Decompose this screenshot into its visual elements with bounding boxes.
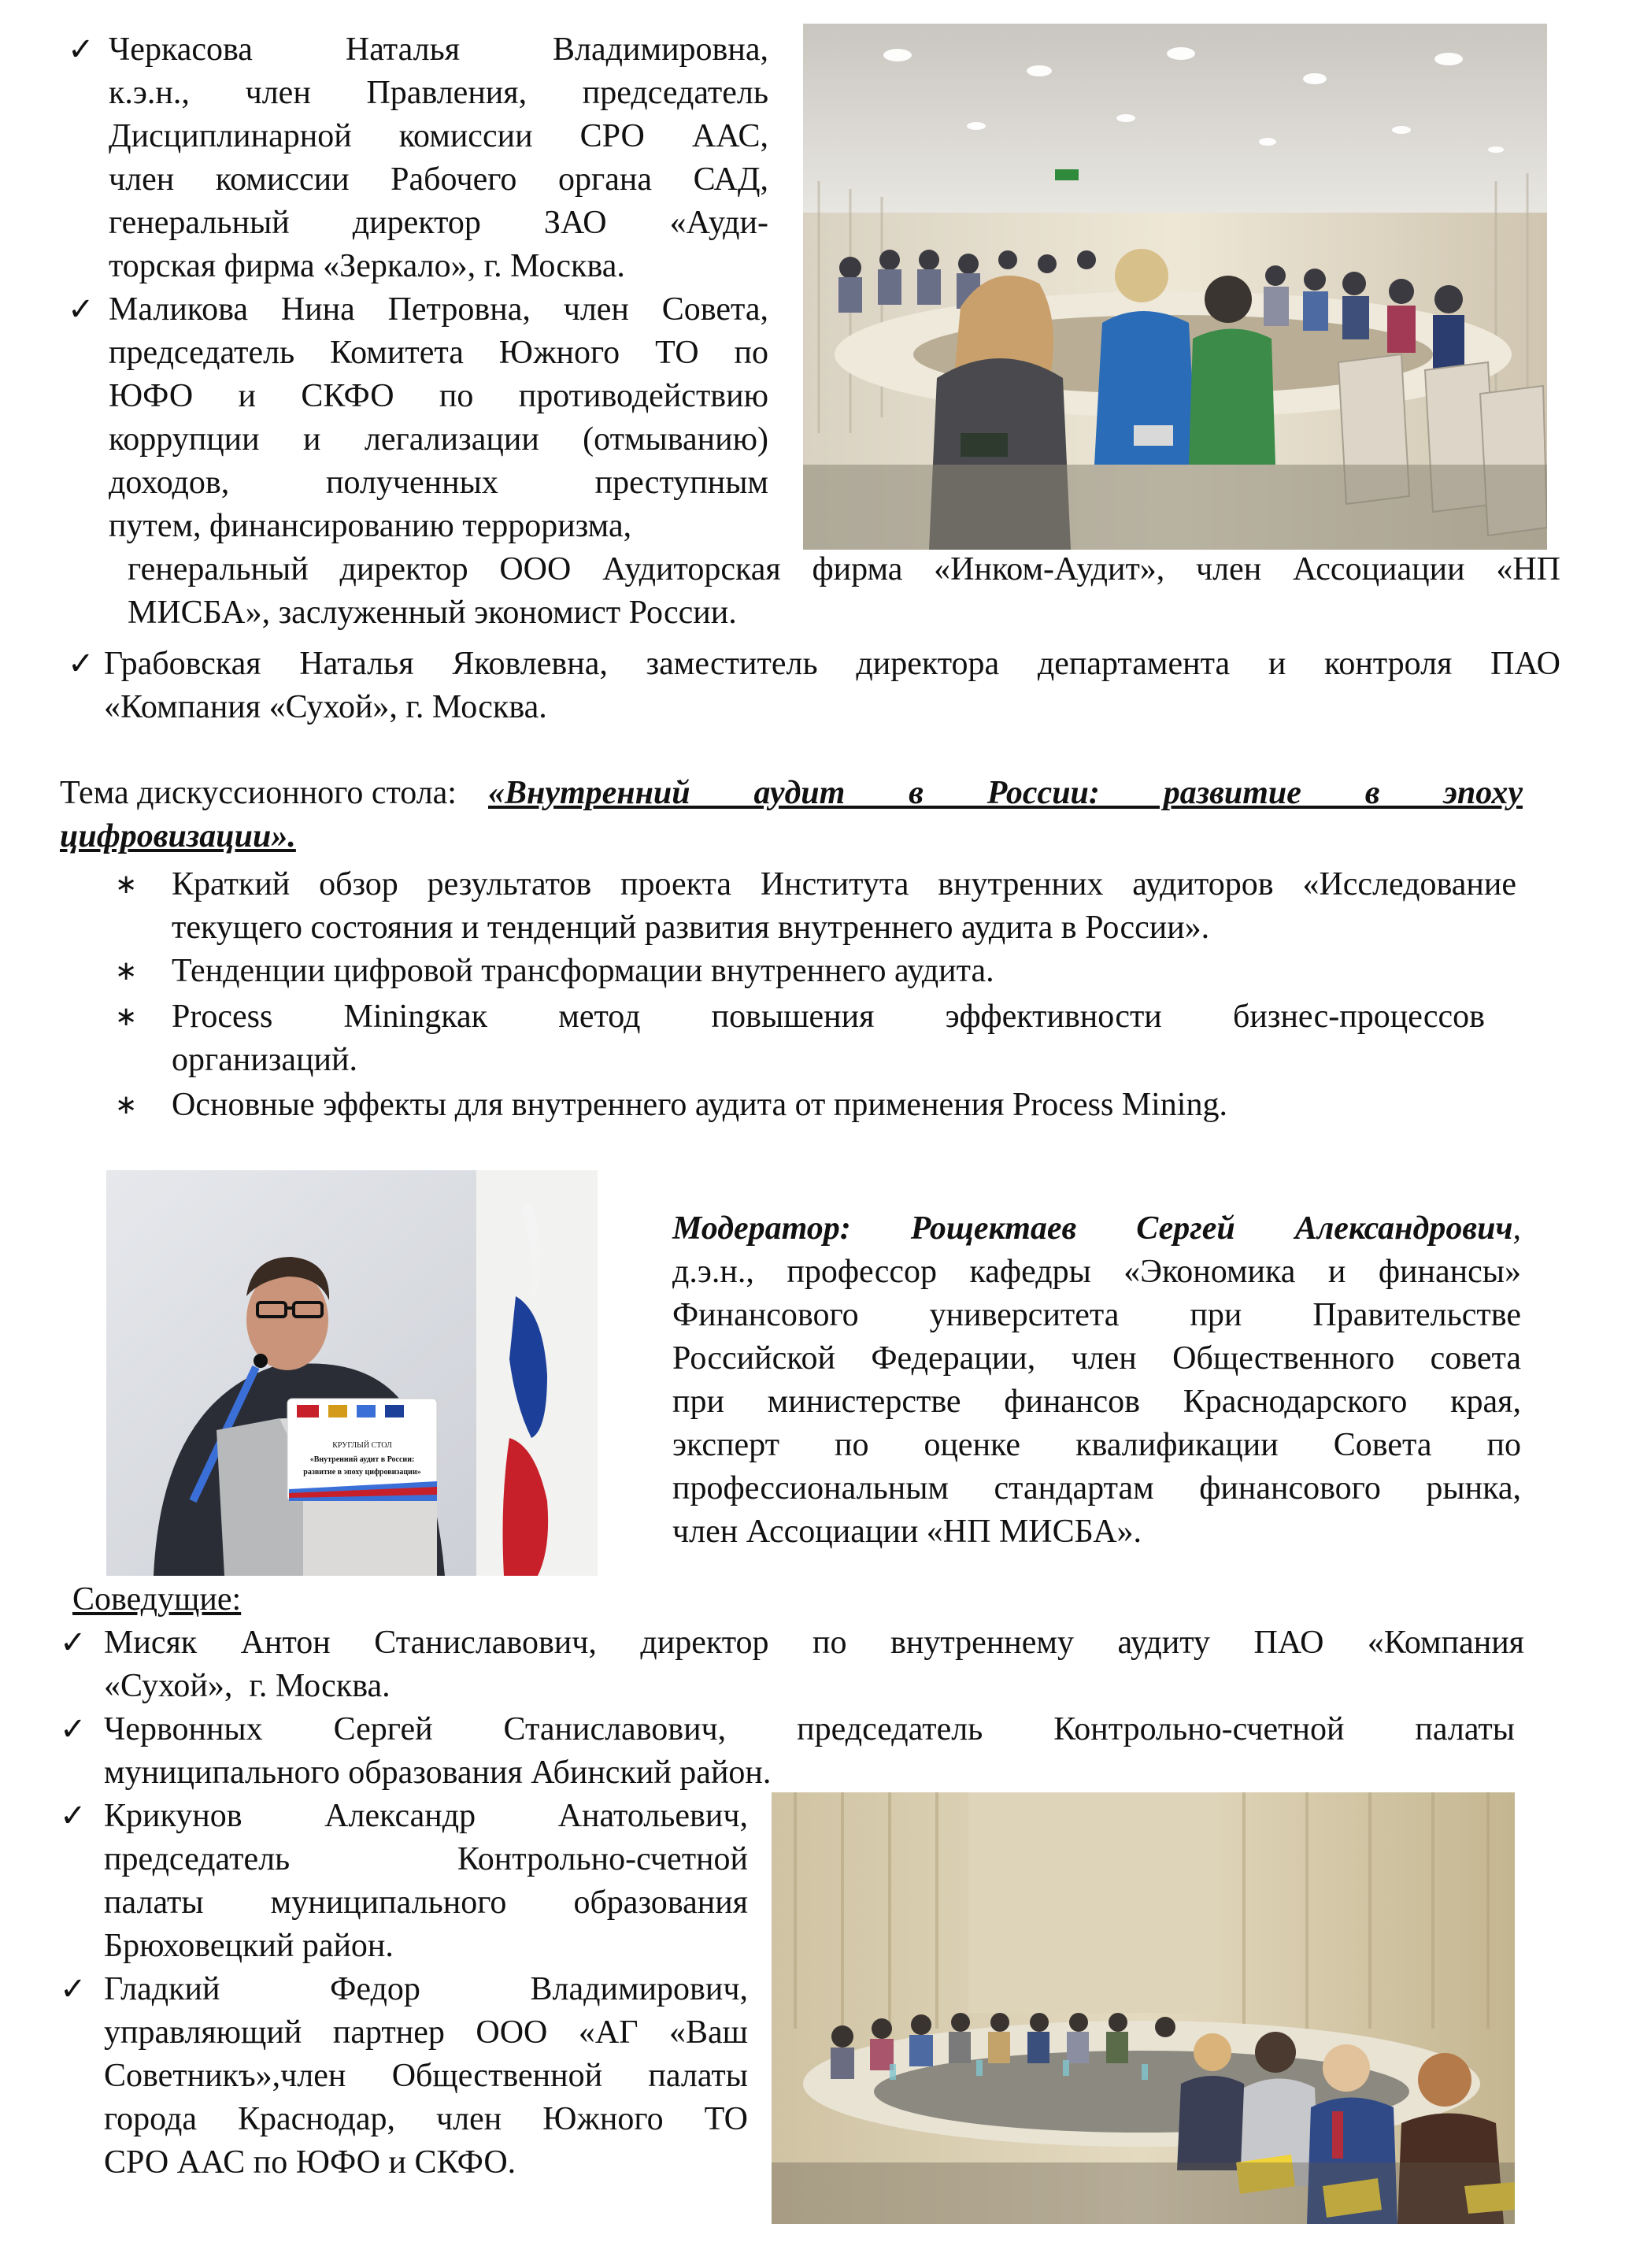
text-line: коррупции и легализации (отмыванию) — [109, 421, 768, 458]
podium-sign-line1: КРУГЛЫЙ СТОЛ — [332, 1441, 392, 1450]
text-line: Червонных Сергей Станиславович, председатель Контрольно-счетной палаты — [104, 1711, 1515, 1747]
text-line: управляющий партнер ООО «АГ «Ваш — [104, 2014, 748, 2051]
checkmark-icon: ✓ — [68, 32, 94, 68]
moderator-block — [672, 1207, 1521, 1554]
cohost-item-chervonnykh — [60, 1708, 1515, 1795]
text-line: текущего состояния и тенденций развития внутреннего аудита в России». — [172, 910, 1210, 946]
asterisk-icon: ∗ — [115, 955, 138, 987]
text-line: к.э.н., член Правления, председатель — [109, 75, 768, 111]
text-line: путем, финансированию терроризма, — [109, 508, 632, 544]
text-line: торская фирма «Зеркало», г. Москва. — [109, 248, 625, 284]
topic-prefix: Тема дискуссионного стола: — [60, 775, 457, 811]
checkmark-icon: ✓ — [60, 1711, 87, 1747]
attendee-item-malikova-continuation — [128, 548, 1560, 635]
text-line: организаций. — [172, 1042, 357, 1078]
podium-sign-line2: «Внутренний аудит в России: — [309, 1455, 415, 1464]
checkmark-icon: ✓ — [60, 1798, 87, 1834]
text-line: города Краснодар, член Южного ТО — [104, 2101, 748, 2137]
checkmark-icon: ✓ — [60, 1971, 87, 2007]
text-line: председатель Контрольно-счетной — [104, 1841, 748, 1877]
cohosts-heading: Соведущие: — [72, 1581, 242, 1618]
text-line: Черкасова Наталья Владимировна, — [109, 32, 768, 68]
text-line: генеральный директор ООО Аудиторская фирма «Инком-Аудит», член Ассоциации «НП — [128, 551, 1560, 587]
text-line: Дисциплинарной комиссии СРО ААС, — [109, 118, 768, 154]
text-line: Финансового университета при Правительстве — [672, 1297, 1521, 1333]
text-line: Тенденции цифровой трансформации внутреннего аудита. — [172, 953, 994, 989]
text-line: председатель Комитета Южного ТО по — [109, 335, 768, 371]
speaker-at-podium-photo — [106, 1170, 598, 1576]
moderator-comma: , — [1512, 1210, 1521, 1247]
text-line: д.э.н., профессор кафедры «Экономика и финансы» — [672, 1254, 1521, 1290]
asterisk-icon: ∗ — [115, 1089, 138, 1121]
text-line: Российской Федерации, член Общественного совета — [672, 1340, 1521, 1377]
text-line: генеральный директор ЗАО «Ауди- — [109, 205, 768, 241]
attendee-item-cherkasova — [68, 28, 768, 288]
text-line: член Ассоциации «НП МИСБА». — [672, 1514, 1142, 1550]
cohost-item-krikunov — [60, 1795, 748, 1968]
topic-title-line2: цифровизации». — [60, 818, 296, 854]
text-line: муниципального образования Абинский район. — [104, 1755, 772, 1791]
asterisk-icon: ∗ — [115, 869, 138, 900]
discussion-topic — [60, 772, 1523, 858]
bullet-item — [115, 995, 1485, 1082]
text-line: Process Miningкак метод повышения эффективности бизнес-процессов — [172, 999, 1485, 1035]
text-line: член комиссии Рабочего органа САД, — [109, 161, 768, 198]
round-table-photo — [772, 1792, 1515, 2224]
text-line: Брюховецкий район. — [104, 1928, 394, 1964]
moderator-heading — [672, 1207, 1521, 1251]
moderator-label: Модератор: Рощектаев Сергей Александрович — [672, 1210, 1513, 1247]
text-line: при министерстве финансов Краснодарского края, — [672, 1384, 1521, 1420]
bullet-item — [115, 863, 1516, 950]
cohost-item-misyak — [60, 1621, 1524, 1708]
text-line: профессиональным стандартам финансового рынка, — [672, 1470, 1521, 1506]
conference-hall-photo — [803, 24, 1547, 550]
checkmark-icon: ✓ — [60, 1625, 87, 1661]
text-line: палаты муниципального образования — [104, 1884, 748, 1921]
text-line: Крикунов Александр Анатольевич, — [104, 1798, 748, 1834]
text-line: Грабовская Наталья Яковлевна, заместитель директора департамента и контроля ПАО — [104, 646, 1560, 682]
text-line: «Компания «Сухой», г. Москва. — [104, 689, 547, 725]
text-line: МИСБА», заслуженный экономист России. — [128, 595, 737, 631]
text-line: «Сухой», г. Москва. — [104, 1668, 391, 1704]
cohost-item-gladkiy — [60, 1968, 748, 2185]
asterisk-icon: ∗ — [115, 1001, 138, 1032]
text-line: Советникъ»,член Общественной палаты — [104, 2058, 748, 2094]
checkmark-icon: ✓ — [68, 291, 94, 328]
text-line: СРО ААС по ЮФО и СКФО. — [104, 2144, 516, 2181]
text-line: Краткий обзор результатов проекта Института внутренних аудиторов «Исследование — [172, 866, 1516, 902]
podium-sign-line3: развитие в эпоху цифровизации» — [303, 1468, 421, 1477]
text-line: Маликова Нина Петровна, член Совета, — [109, 291, 768, 328]
bullet-item — [115, 1084, 1516, 1127]
text-line: Основные эффекты для внутреннего аудита от применения Process Mining. — [172, 1087, 1227, 1123]
checkmark-icon: ✓ — [68, 646, 94, 682]
text-line: эксперт по оценке квалификации Совета по — [672, 1427, 1521, 1463]
attendee-item-grabovskaya — [68, 643, 1560, 729]
topic-title-line1: «Внутренний аудит в России: развитие в эпоху — [487, 775, 1523, 811]
text-line: доходов, полученных преступным — [109, 465, 768, 501]
text-line: Гладкий Федор Владимирович, — [104, 1971, 748, 2007]
text-line: Мисяк Антон Станиславович, директор по внутреннему аудиту ПАО «Компания — [104, 1625, 1524, 1661]
text-line: ЮФО и СКФО по противодействию — [109, 378, 768, 414]
bullet-item — [115, 950, 1516, 993]
attendee-item-malikova — [68, 288, 768, 548]
